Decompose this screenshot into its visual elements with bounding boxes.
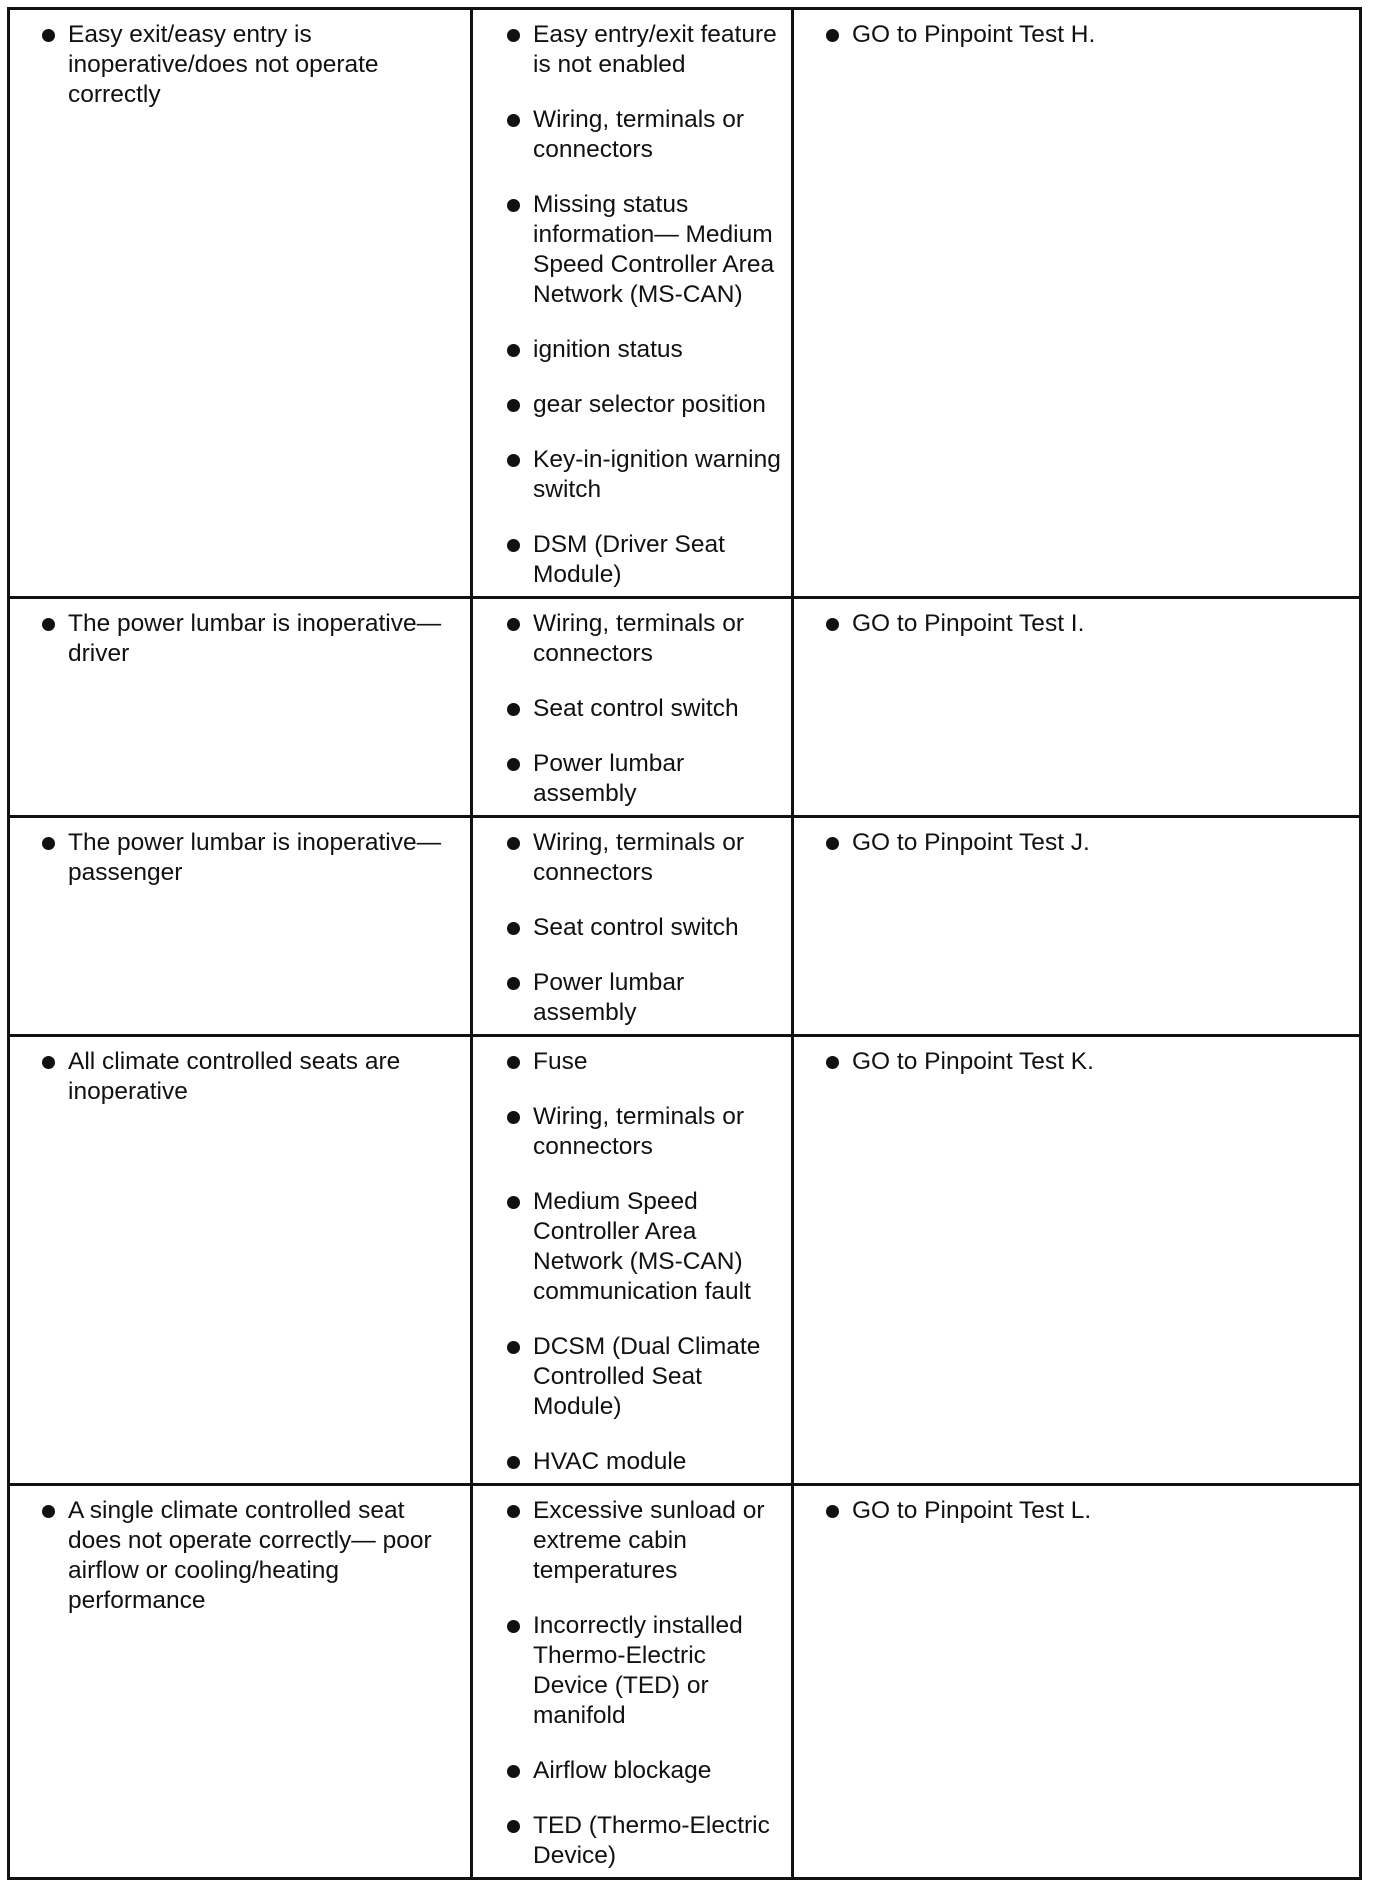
bullet-icon	[507, 1111, 520, 1124]
symptom-chart-table	[7, 7, 1362, 1880]
source-item	[481, 445, 783, 505]
action-item	[802, 609, 1351, 639]
bullet-icon	[42, 1505, 55, 1518]
source-text: DSM (Driver Seat Module)	[533, 531, 725, 588]
source-item	[481, 1811, 783, 1871]
symptom-cell	[9, 1485, 472, 1879]
action-item	[802, 1047, 1351, 1077]
action-cell	[793, 9, 1361, 598]
source-text: Wiring, terminals or connectors	[533, 829, 745, 886]
table-row	[9, 9, 1361, 598]
source-text: Key-in-ignition warning switch	[533, 446, 781, 503]
symptom-text: All climate controlled seats are inoperative	[68, 1048, 401, 1105]
source-item	[481, 20, 783, 80]
bullet-icon	[507, 454, 520, 467]
source-text: Fuse	[533, 1048, 588, 1075]
symptom-item	[18, 828, 462, 888]
bullet-icon	[507, 114, 520, 127]
bullet-icon	[42, 1056, 55, 1069]
bullet-icon	[826, 618, 839, 631]
symptom-cell	[9, 1036, 472, 1485]
source-text: gear selector position	[533, 391, 766, 418]
bullet-icon	[507, 1765, 520, 1778]
source-text: Wiring, terminals or connectors	[533, 1103, 745, 1160]
symptom-text: A single climate controlled seat does not operate correctly— poor airflow or cooling/heating performance	[68, 1497, 432, 1614]
action-cell	[793, 1485, 1361, 1879]
source-text: Power lumbar assembly	[533, 969, 685, 1026]
bullet-icon	[826, 29, 839, 42]
source-item	[481, 335, 783, 365]
table-row	[9, 598, 1361, 817]
action-item	[802, 828, 1351, 858]
table-row	[9, 1485, 1361, 1879]
possible-sources-cell	[472, 1485, 793, 1879]
bullet-icon	[507, 1196, 520, 1209]
source-text: Power lumbar assembly	[533, 750, 685, 807]
source-text: Easy entry/exit feature is not enabled	[533, 21, 777, 78]
bullet-icon	[826, 1056, 839, 1069]
bullet-icon	[826, 1505, 839, 1518]
table-row	[9, 1036, 1361, 1485]
symptom-item	[18, 20, 462, 110]
source-item	[481, 105, 783, 165]
source-item	[481, 390, 783, 420]
action-cell	[793, 598, 1361, 817]
source-text: Seat control switch	[533, 695, 739, 722]
source-item	[481, 1187, 783, 1307]
diagnostic-table-page	[7, 7, 1359, 1880]
bullet-icon	[507, 399, 520, 412]
action-item	[802, 20, 1351, 50]
bullet-icon	[507, 1820, 520, 1833]
symptom-text: The power lumbar is inoperative— passenger	[68, 829, 442, 886]
source-item	[481, 190, 783, 310]
source-item	[481, 694, 783, 724]
bullet-icon	[507, 703, 520, 716]
action-item	[802, 1496, 1351, 1526]
source-text: Missing status information— Medium Speed Controller Area Network (MS-CAN)	[533, 191, 775, 308]
source-text: Wiring, terminals or connectors	[533, 106, 745, 163]
symptom-text: The power lumbar is inoperative— driver	[68, 610, 442, 667]
possible-sources-cell	[472, 1036, 793, 1485]
action-cell	[793, 817, 1361, 1036]
bullet-icon	[507, 618, 520, 631]
symptom-cell	[9, 9, 472, 598]
bullet-icon	[507, 1341, 520, 1354]
source-item	[481, 913, 783, 943]
symptom-cell	[9, 817, 472, 1036]
source-item	[481, 828, 783, 888]
symptom-item	[18, 1047, 462, 1107]
bullet-icon	[507, 344, 520, 357]
source-text: Wiring, terminals or connectors	[533, 610, 745, 667]
bullet-icon	[507, 758, 520, 771]
source-text: Seat control switch	[533, 914, 739, 941]
table-row	[9, 817, 1361, 1036]
action-text: GO to Pinpoint Test I.	[852, 610, 1085, 637]
source-item	[481, 1102, 783, 1162]
source-item	[481, 530, 783, 590]
source-text: TED (Thermo-Electric Device)	[533, 1812, 770, 1869]
source-item	[481, 1756, 783, 1786]
source-item	[481, 1611, 783, 1731]
source-text: Excessive sunload or extreme cabin temperatures	[533, 1497, 765, 1584]
bullet-icon	[507, 29, 520, 42]
action-cell	[793, 1036, 1361, 1485]
bullet-icon	[42, 29, 55, 42]
bullet-icon	[507, 977, 520, 990]
source-item	[481, 749, 783, 809]
bullet-icon	[507, 1505, 520, 1518]
source-text: HVAC module	[533, 1448, 687, 1475]
symptom-text: Easy exit/easy entry is inoperative/does not operate correctly	[68, 21, 379, 108]
bullet-icon	[507, 1620, 520, 1633]
source-item	[481, 1332, 783, 1422]
bullet-icon	[826, 837, 839, 850]
possible-sources-cell	[472, 817, 793, 1036]
source-item	[481, 609, 783, 669]
action-text: GO to Pinpoint Test L.	[852, 1497, 1092, 1524]
bullet-icon	[507, 539, 520, 552]
possible-sources-cell	[472, 9, 793, 598]
source-text: Medium Speed Controller Area Network (MS-CAN) communication fault	[533, 1188, 751, 1305]
action-text: GO to Pinpoint Test K.	[852, 1048, 1094, 1075]
action-text: GO to Pinpoint Test H.	[852, 21, 1096, 48]
source-text: Airflow blockage	[533, 1757, 712, 1784]
source-text: Incorrectly installed Thermo-Electric Device (TED) or manifold	[533, 1612, 743, 1729]
source-item	[481, 1496, 783, 1586]
source-text: DCSM (Dual Climate Controlled Seat Module)	[533, 1333, 761, 1420]
symptom-item	[18, 609, 462, 669]
bullet-icon	[507, 1056, 520, 1069]
source-item	[481, 968, 783, 1028]
symptom-cell	[9, 598, 472, 817]
source-item	[481, 1047, 783, 1077]
source-text: ignition status	[533, 336, 683, 363]
action-text: GO to Pinpoint Test J.	[852, 829, 1090, 856]
bullet-icon	[42, 618, 55, 631]
bullet-icon	[507, 1456, 520, 1469]
bullet-icon	[507, 922, 520, 935]
possible-sources-cell	[472, 598, 793, 817]
bullet-icon	[42, 837, 55, 850]
bullet-icon	[507, 837, 520, 850]
source-item	[481, 1447, 783, 1477]
symptom-item	[18, 1496, 462, 1616]
bullet-icon	[507, 199, 520, 212]
